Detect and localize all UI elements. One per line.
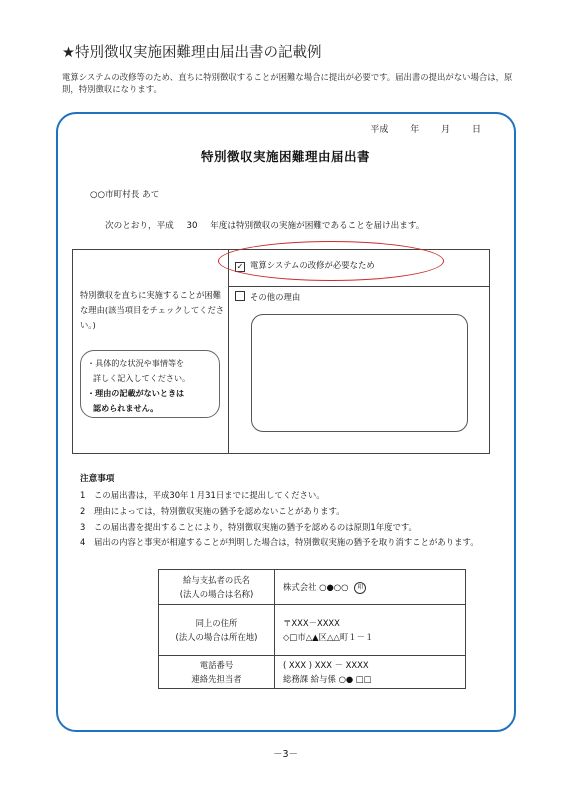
reason-note-line: ・具体的な状況や事情等を <box>87 358 185 368</box>
option-label: 電算システムの改修が必要なため <box>250 260 375 270</box>
addressee: ○○市町村長 あて <box>90 190 160 200</box>
reason-label: 特別徴収を直ちに実施することが困難な理由(該当項目をチェックしてください。) <box>80 290 225 330</box>
form-title: 特別徴収実施困難理由届出書 <box>200 149 370 164</box>
option-other-reason[interactable] <box>235 291 300 303</box>
note-item: 3 この届出書を提出することにより，特別徴収実施の猶予を認めるのは原則1年度です。 <box>80 521 417 532</box>
declaration-prefix: 次のとおり，平成 <box>105 221 174 231</box>
reason-note-line: 詳しく記入してください。 <box>93 373 191 383</box>
payer-value: 株式会社 ○●○○ 印 <box>275 570 466 605</box>
seal-icon: 印 <box>354 582 366 594</box>
contact-value: ( XXX ) XXX － XXXX 総務課 給与係 ○● □□ <box>275 656 466 689</box>
contact-label: 電話番号 連絡先担当者 <box>159 656 275 689</box>
payer-label: 給与支払者の氏名 (法人の場合は名称) <box>159 570 275 605</box>
declaration-year: 30 <box>186 221 198 231</box>
intro-text: 電算システムの改修等のため、直ちに特別徴収することが困難な場合に提出が必要です。届出書の提出がない場合は，原則，特別徴収になります。 <box>62 72 513 94</box>
address-label: 同上の住所 (法人の場合は所在地) <box>159 605 275 656</box>
note-item: 2 理由によっては，特別徴収実施の猶予を認めないことがあります。 <box>80 505 345 516</box>
note-item: 4 届出の内容と事実が相違することが判明した場合は，特別徴収実施の猶予を取り消すことがあります。 <box>80 537 479 548</box>
divider <box>228 250 229 453</box>
declaration-suffix: 年度は特別徴収の実施が困難であることを届け出ます。 <box>210 221 425 231</box>
notes-list <box>80 488 495 551</box>
notes-title: 注意事項 <box>80 474 115 484</box>
reason-note <box>80 350 220 418</box>
employer-info-table <box>158 569 466 689</box>
reason-note-warning: 認められません。 <box>93 403 159 413</box>
reason-detail-area[interactable] <box>251 314 468 432</box>
divider <box>228 286 489 287</box>
option-label: その他の理由 <box>250 292 301 302</box>
declaration <box>105 219 424 231</box>
highlight-oval <box>218 241 444 281</box>
checkbox-icon[interactable] <box>235 291 245 301</box>
reason-table <box>72 249 490 454</box>
page-heading: ★特別徴収実施困難理由届出書の記載例 <box>62 45 322 61</box>
reason-note-warning: ・理由の記載がないときは <box>87 388 185 398</box>
checkbox-checked-icon[interactable]: ✓ <box>236 262 244 271</box>
address-value: 〒XXX－XXXX ◇□市△▲区△△町１－１ <box>275 605 466 656</box>
date-line: 平成 年 月 日 <box>370 125 481 135</box>
note-item: 1 この届出書は，平成30年１月31日までに提出してください。 <box>80 490 325 500</box>
page-number: －3－ <box>272 749 299 760</box>
